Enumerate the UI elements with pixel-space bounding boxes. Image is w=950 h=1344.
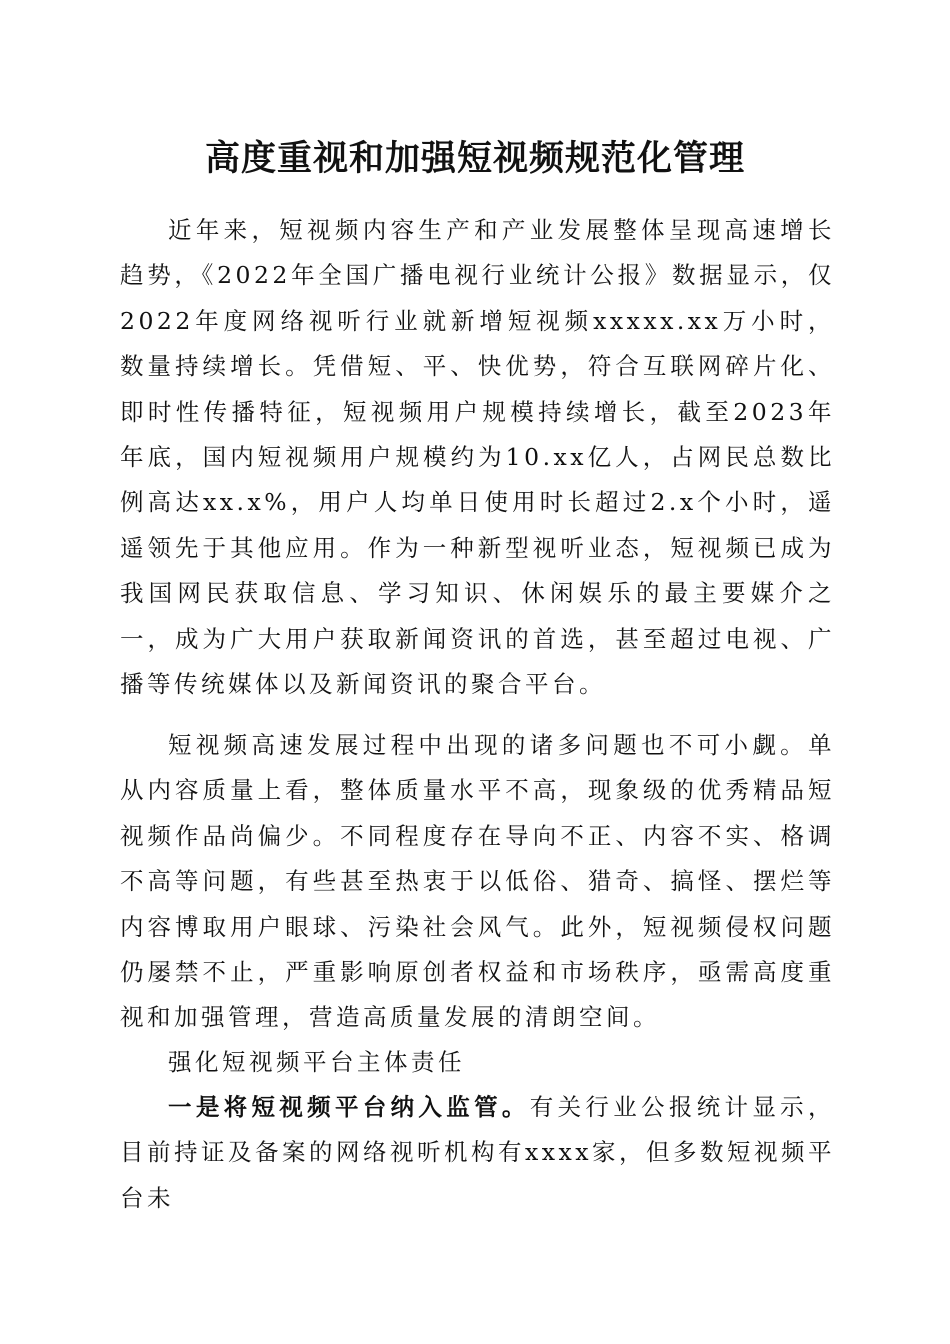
paragraph-lead-phrase: 一是将短视频平台纳入监管。 bbox=[168, 1093, 530, 1121]
section-heading: 强化短视频平台主体责任 bbox=[168, 1048, 465, 1076]
document-title: 高度重视和加强短视频规范化管理 bbox=[204, 138, 745, 179]
paragraph-intro: 近年来，短视频内容生产和产业发展整体呈现高速增长趋势，《2022年全国广播电视行业统计公报》数据显示，仅2022年度网络视听行业就新增短视频xxxxx.xx万小时，数量持续增长。凭借短、平、快优势，符合互联网碎片化、即时性传播特征，短视频用户规模持续增长，截至2023年年底，国内短视频用户规模约为10.xx亿人，占网民总数比例高达xx.x%，用户人均单日使用时长超过2.x个小时，遥遥领先于其他应用。作为一种新型视听业态，短视频已成为我国网民获取信息、学习知识、休闲娱乐的最主要媒介之一，成为广大用户获取新闻资讯的首选，甚至超过电视、广播等传统媒体以及新闻资讯的聚合平台。 bbox=[120, 216, 835, 699]
paragraph-body-text: 有关行业公报统计显示，目前持证及备案的网络视听机构有xxxx家，但多数短视频平台未 bbox=[120, 1093, 836, 1212]
paragraph-problems: 短视频高速发展过程中出现的诸多问题也不可小觑。单从内容质量上看，整体质量水平不高，现象级的优秀精品短视频作品尚偏少。不同程度存在导向不正、内容不实、格调不高等问题，有些甚至热衷于以低俗、猎奇、搞怪、摆烂等内容博取用户眼球、污染社会风气。此外，短视频侵权问题仍屡禁不止，严重影响原创者权益和市场秩序，亟需高度重视和加强管理，营造高质量发展的清朗空间。 bbox=[120, 731, 835, 1032]
paragraph-section-1 bbox=[120, 1085, 835, 1221]
